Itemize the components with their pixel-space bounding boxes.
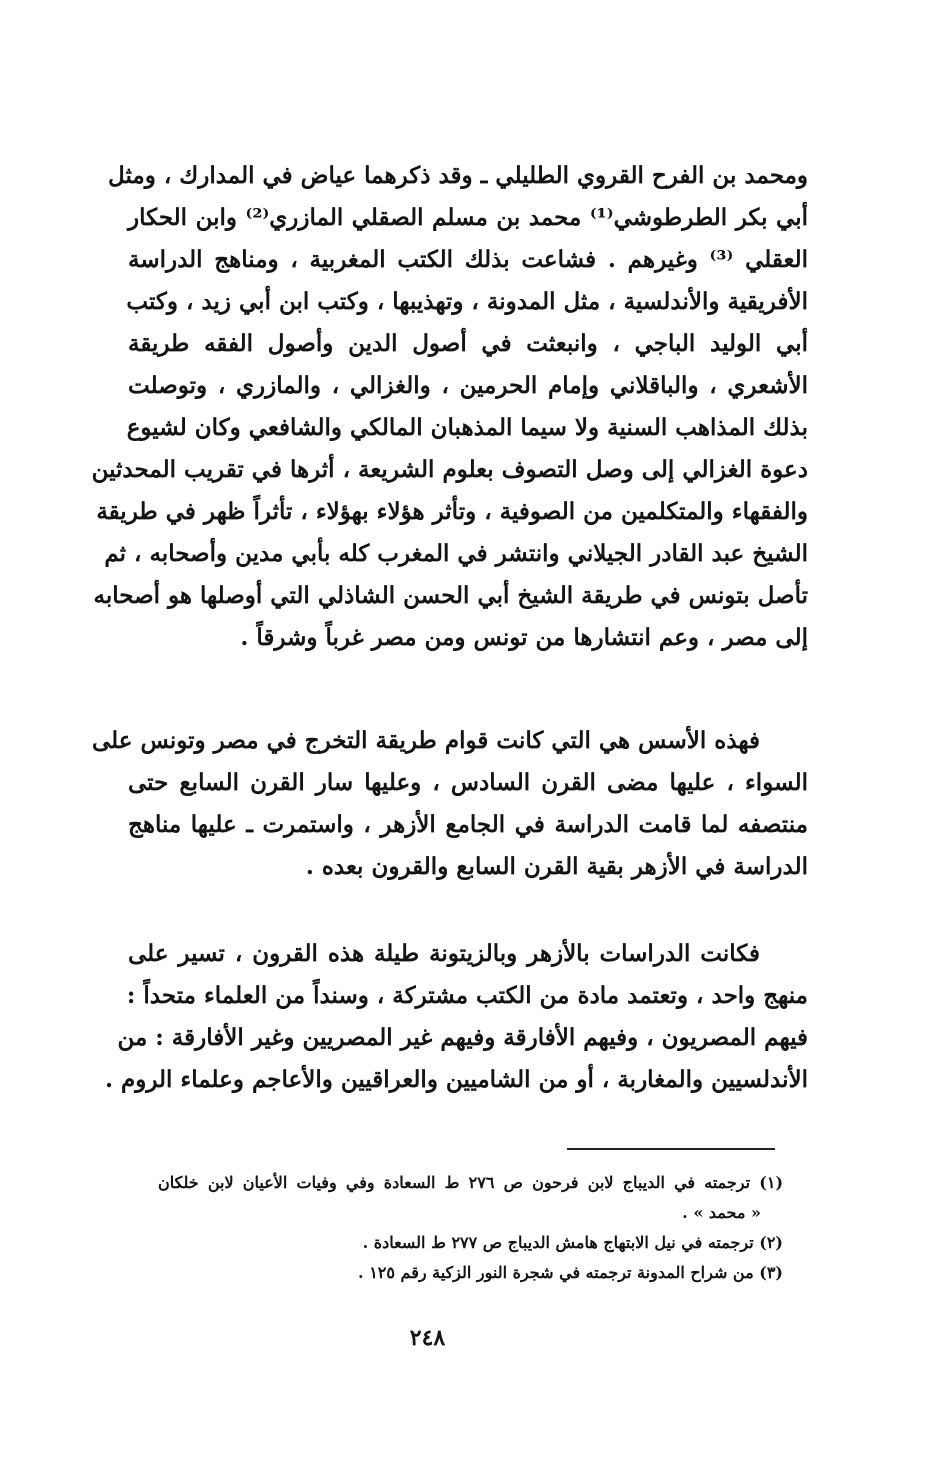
text-line: بذلك المذاهب السنية ولا سيما المذهبان المالكي والشافعي وكان لشيوع (126, 414, 808, 441)
text-line: أبي الوليد الباجي ، وانبعثت في أصول الدين وأصول الفقه طريقة (128, 330, 808, 357)
text-line: تأصل بتونس في طريقة الشيخ أبي الحسن الشاذلي التي أوصلها هو أصحابه (93, 582, 808, 609)
paragraph-3 (104, 933, 808, 1101)
paragraph-2 (92, 720, 808, 888)
text-line: فكانت الدراسات بالأزهر وبالزيتونة طيلة هذه القرون ، تسير على (128, 940, 760, 967)
footnote-2: (٢) ترجمته في نيل الابتهاج هامش الديباج ص ٢٧٧ ط السعادة . (362, 1233, 783, 1252)
text-line: فهذه الأسس هي التي كانت قوام طريقة التخرج في مصر وتونس على (92, 727, 760, 754)
text-line: الدراسة في الأزهر بقية القرن السابع والقرون بعده . (305, 853, 808, 880)
paragraph-1 (91, 155, 808, 659)
text-line: الأشعري ، والباقلاني وإمام الحرمين ، والغزالي ، والمازري ، وتوصلت (128, 372, 808, 399)
footnotes (158, 1168, 783, 1288)
text-line: والفقهاء والمتكلمين من الصوفية ، وتأثر هؤلاء بهؤلاء ، تأثراً ظهر في طريقة (96, 498, 808, 525)
footnote-1: (١) ترجمته في الديباج لابن فرحون ص ٢٧٦ ط السعادة وفي وفيات الأعيان لابن خلكان (158, 1173, 784, 1192)
text-line: منهج واحد ، وتعتمد مادة من الكتب مشتركة ، وسنداً من العلماء متحداً : (126, 982, 808, 1009)
text-line: العقلي ⁽³⁾ وغيرهم . فشاعت بذلك الكتب المغربية ، ومناهج الدراسة (128, 246, 808, 273)
footnote-separator (567, 1148, 775, 1150)
footnote-1-continuation: « محمد » . (682, 1203, 761, 1222)
text-line: الأفريقية والأندلسية ، مثل المدونة ، وتهذيبها ، وكتب ابن أبي زيد ، وكتب (126, 288, 808, 315)
text-line: ومحمد بن الفرح القروي الطليلي ـ وقد ذكرهما عياض في المدارك ، ومثل (108, 162, 808, 189)
text-line: الشيخ عبد القادر الجيلاني وانتشر في المغرب كله بأبي مدين وأصحابه ، ثم (104, 540, 808, 567)
text-line: منتصفه لما قامت الدراسة في الجامع الأزهر ، واستمرت ـ عليها مناهج (128, 811, 808, 838)
footnote-3: (٣) من شراح المدونة ترجمته في شجرة النور الزكية رقم ١٢٥ . (358, 1263, 783, 1282)
text-line: السواء ، عليها مضى القرن السادس ، وعليها سار القرن السابع حتى (128, 769, 808, 796)
text-line: دعوة الغزالي إلى وصل التصوف بعلوم الشريعة ، أثرها في تقريب المحدثين (91, 456, 808, 483)
page-number: ٢٤٨ (409, 1325, 446, 1351)
text-line: فيهم المصريون ، وفيهم الأفارقة وفيهم غير المصريين وغير الأفارقة : من (117, 1024, 808, 1051)
text-line: الأندلسيين والمغاربة ، أو من الشاميين والعراقيين والأعاجم وعلماء الروم . (104, 1066, 808, 1093)
text-line: إلى مصر ، وعم انتشارها من تونس ومن مصر غرباً وشرقاً . (240, 624, 808, 651)
text-line: أبي بكر الطرطوشي⁽¹⁾ محمد بن مسلم الصقلي المازري⁽²⁾ وابن الحكار (128, 204, 808, 231)
